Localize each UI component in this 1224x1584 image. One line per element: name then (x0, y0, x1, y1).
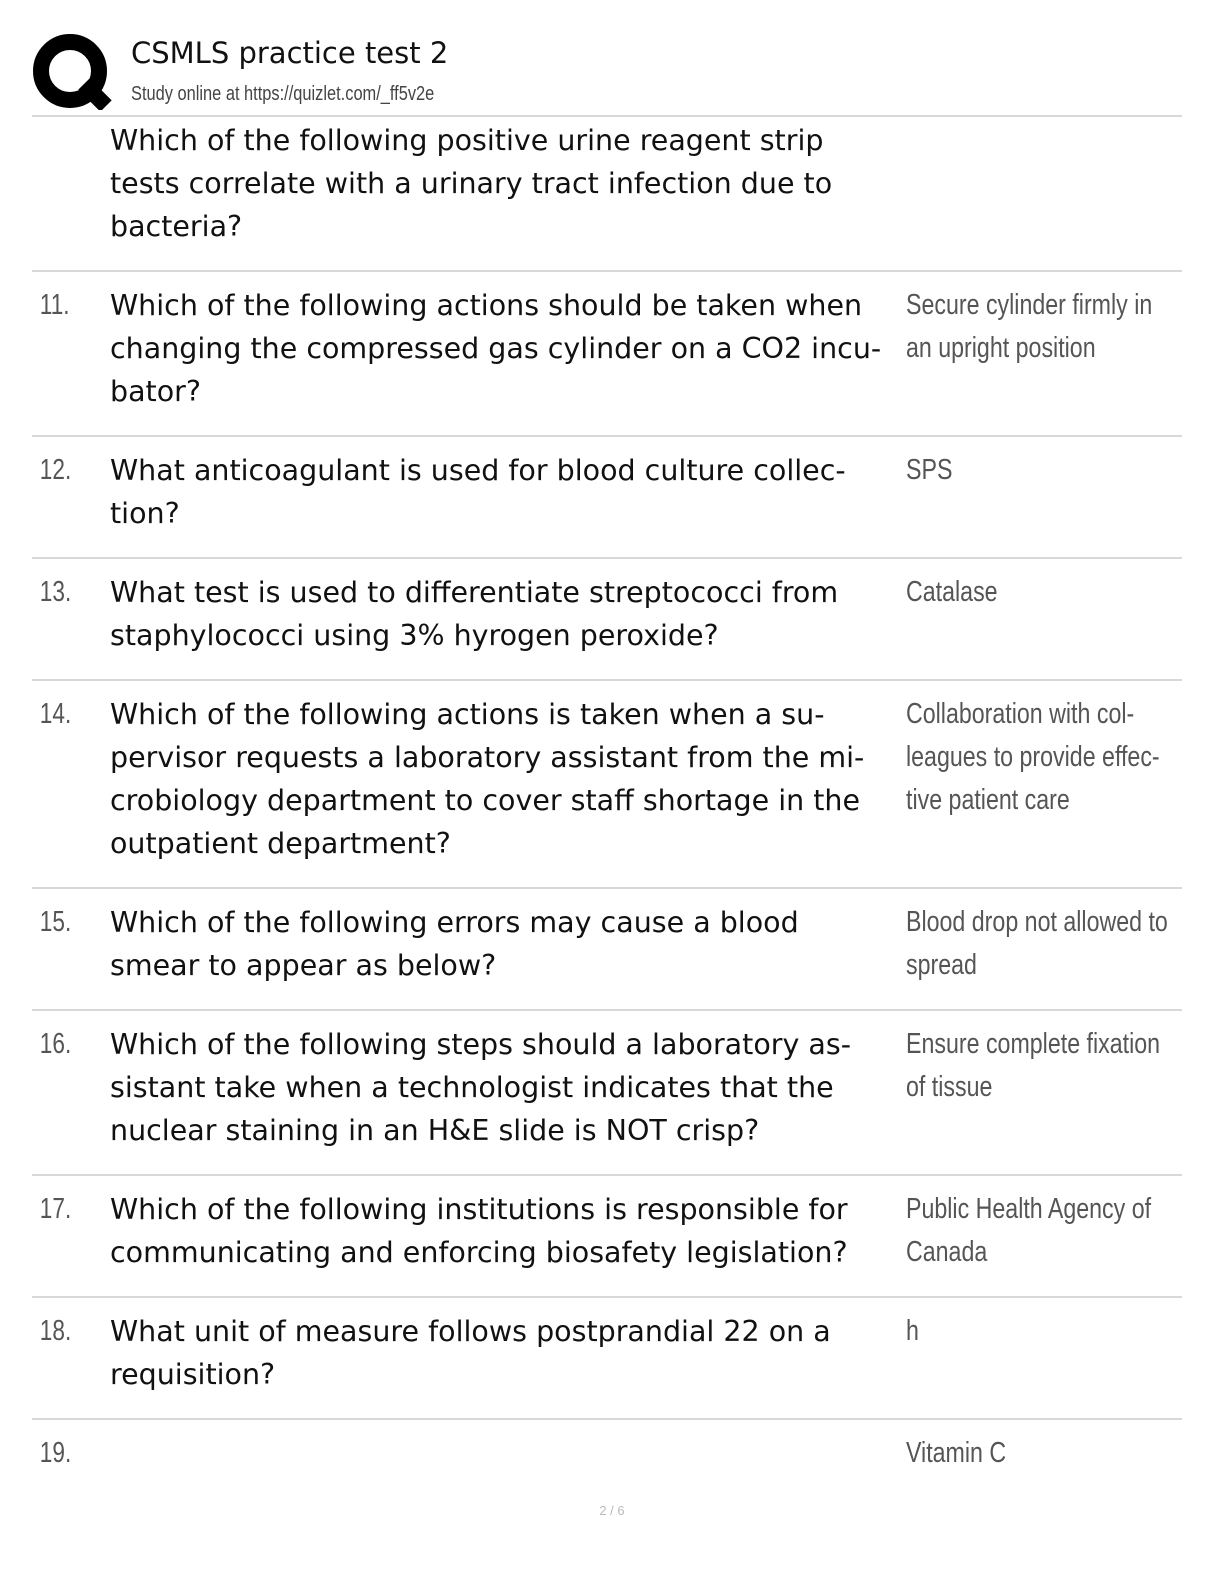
question-line: staphylococci using 3% hyrogen peroxide? (110, 619, 719, 652)
question-text (110, 693, 906, 865)
answer-line: Catalase (906, 576, 998, 608)
quizlet-q-logo-icon (32, 34, 112, 110)
question-line: tests correlate with a urinary tract infection due to (110, 167, 833, 200)
table-row (32, 1176, 1182, 1298)
answer-line: Public Health Agency of (906, 1193, 1152, 1225)
question-line: tion? (110, 497, 180, 530)
question-number: 11. (39, 289, 70, 321)
answer-line: Canada (906, 1236, 988, 1268)
question-answer-table (32, 117, 1182, 1497)
question-number: 13. (39, 576, 72, 608)
question-text (110, 449, 906, 535)
question-number: 19. (39, 1437, 72, 1469)
answer-line: Ensure complete fixation (906, 1028, 1161, 1060)
question-line: Which of the following steps should a laboratory as- (110, 1028, 851, 1061)
answer-line: h (906, 1315, 919, 1347)
table-row (32, 1011, 1182, 1176)
table-row (32, 1420, 1182, 1497)
question-number: 17. (39, 1193, 72, 1225)
table-row (32, 117, 1182, 272)
question-number: 12. (39, 454, 72, 486)
question-line: Which of the following actions is taken when a su- (110, 698, 825, 731)
answer-text (906, 449, 1127, 492)
question-text (110, 1432, 906, 1475)
answer-text (906, 1432, 1127, 1475)
question-line: smear to appear as below? (110, 949, 497, 982)
question-line: bator? (110, 375, 202, 408)
question-line: sistant take when a technologist indicates that the (110, 1071, 834, 1104)
answer-text (906, 693, 1160, 822)
answer-line: of tissue (906, 1071, 993, 1103)
document-title: CSMLS practice test 2 (131, 36, 449, 70)
question-line: Which of the following positive urine reagent strip (110, 124, 824, 157)
question-line: bacteria? (110, 210, 243, 243)
question-line: requisition? (110, 1358, 276, 1391)
table-row (32, 681, 1182, 889)
answer-line: spread (906, 949, 977, 981)
page-number: 2 / 6 (599, 1503, 625, 1518)
table-row (32, 272, 1182, 437)
question-line: What unit of measure follows postprandial 22 on a (110, 1315, 831, 1348)
question-text (110, 1023, 906, 1152)
answer-text (906, 284, 1152, 370)
question-line: communicating and enforcing biosafety legislation? (110, 1236, 848, 1269)
question-text (110, 1188, 906, 1274)
question-line: Which of the following institutions is responsible for (110, 1193, 848, 1226)
table-row (32, 1298, 1182, 1420)
question-line: crobiology department to cover staff shortage in the (110, 784, 861, 817)
question-line: nuclear staining in an H&E slide is NOT crisp? (110, 1114, 760, 1147)
table-row (32, 437, 1182, 559)
answer-text (906, 1188, 1151, 1274)
question-text (110, 1310, 906, 1396)
question-number: 18. (39, 1315, 72, 1347)
question-number: 14. (39, 698, 72, 730)
page-header (32, 30, 1182, 116)
table-row (32, 559, 1182, 681)
question-number: 16. (39, 1028, 72, 1060)
answer-line: Blood drop not allowed to (906, 906, 1168, 938)
question-line: changing the compressed gas cylinder on a CO2 incu- (110, 332, 882, 365)
answer-line: tive patient care (906, 784, 1070, 816)
answer-line: an upright position (906, 332, 1096, 364)
question-text (110, 284, 906, 413)
answer-text (906, 901, 1168, 987)
answer-line: Collaboration with col- (906, 698, 1135, 730)
question-line: Which of the following errors may cause a blood (110, 906, 799, 939)
answer-text (906, 571, 1127, 614)
question-line: outpatient department? (110, 827, 451, 860)
question-text (110, 901, 906, 987)
question-line: What anticoagulant is used for blood culture collec- (110, 454, 846, 487)
question-text (110, 119, 906, 248)
answer-line: Secure cylinder firmly in (906, 289, 1153, 321)
question-line: What test is used to differentiate streptococci from (110, 576, 839, 609)
question-line: Which of the following actions should be taken when (110, 289, 863, 322)
answer-text (906, 1310, 1127, 1353)
question-text (110, 571, 906, 657)
question-number: 15. (39, 906, 72, 938)
table-row (32, 889, 1182, 1011)
answer-text (906, 1023, 1160, 1109)
answer-line: Vitamin C (906, 1437, 1007, 1469)
study-online-link[interactable]: Study online at https://quizlet.com/_ff5v2e (131, 83, 435, 105)
answer-line: SPS (906, 454, 953, 486)
question-line: pervisor requests a laboratory assistant from the mi- (110, 741, 865, 774)
answer-line: leagues to provide effec- (906, 741, 1160, 773)
